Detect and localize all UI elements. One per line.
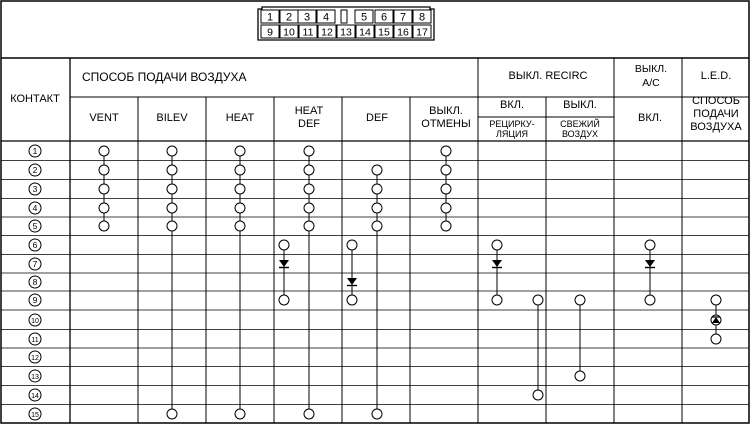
continuity-node bbox=[167, 184, 177, 194]
contact-number: 9 bbox=[32, 295, 38, 305]
continuity-node bbox=[279, 295, 289, 305]
diode-triangle bbox=[347, 278, 357, 285]
header-recirc-group: ВЫКЛ. RECIRC bbox=[508, 70, 588, 82]
column-header-label: СПОСОБ bbox=[692, 95, 740, 107]
connector-pin-label: 16 bbox=[397, 26, 409, 39]
continuity-node bbox=[167, 221, 177, 231]
contact-row-labels bbox=[29, 145, 41, 420]
continuity-node bbox=[372, 184, 382, 194]
continuity-node bbox=[235, 221, 245, 231]
contact-number: 3 bbox=[32, 184, 38, 194]
continuity-node bbox=[167, 165, 177, 175]
header-ac-group-line2: A/C bbox=[642, 77, 660, 89]
connector-pin-label: 10 bbox=[283, 26, 295, 39]
continuity-node bbox=[645, 240, 655, 250]
header-ac-group-line1: ВЫКЛ. bbox=[634, 63, 668, 75]
connector-pin-label: 3 bbox=[303, 11, 311, 24]
contact-number: 8 bbox=[32, 277, 38, 287]
column-header-label: ВКЛ. bbox=[499, 99, 525, 111]
diode-triangle bbox=[645, 260, 655, 267]
continuity-node bbox=[99, 221, 109, 231]
column-header-label: ОТМЕНЫ bbox=[421, 118, 471, 130]
continuity-node bbox=[492, 295, 502, 305]
continuity-node bbox=[304, 203, 314, 213]
column-header-label: VENT bbox=[89, 112, 119, 124]
continuity-node bbox=[235, 409, 245, 419]
connector-key-slot bbox=[341, 10, 347, 23]
connector-pin-label: 13 bbox=[340, 26, 352, 39]
contact-number: 2 bbox=[32, 165, 38, 175]
continuity-node bbox=[347, 240, 357, 250]
column-subheader-label: СВЕЖИЙ bbox=[560, 119, 600, 129]
header-mode-group: СПОСОБ ПОДАЧИ ВОЗДУХА bbox=[82, 70, 247, 84]
connector-pin-label: 1 bbox=[266, 11, 274, 24]
continuity-node bbox=[235, 165, 245, 175]
connector-pin-label: 6 bbox=[380, 11, 388, 24]
column-header-label: HEAT bbox=[294, 105, 324, 117]
diode-symbol bbox=[347, 278, 357, 286]
diode-symbol bbox=[279, 260, 289, 268]
continuity-node bbox=[441, 165, 451, 175]
diode-symbol bbox=[645, 260, 655, 268]
continuity-node bbox=[304, 409, 314, 419]
diode-symbol bbox=[492, 260, 502, 268]
column-header-label: ВОЗДУХА bbox=[690, 121, 742, 133]
contact-number: 10 bbox=[31, 318, 39, 325]
connector-pin-label: 8 bbox=[418, 11, 426, 24]
column-header-label: DEF bbox=[298, 118, 320, 130]
continuity-node bbox=[441, 203, 451, 213]
contact-number: 14 bbox=[31, 393, 39, 400]
continuity-node bbox=[372, 409, 382, 419]
column-subheader-label: ВОЗДУХ bbox=[561, 129, 599, 139]
continuity-node bbox=[711, 295, 721, 305]
continuity-node bbox=[441, 184, 451, 194]
continuity-node bbox=[235, 184, 245, 194]
continuity-node bbox=[347, 295, 357, 305]
continuity-node bbox=[99, 184, 109, 194]
contact-number: 6 bbox=[32, 240, 38, 250]
connector-pin-label: 9 bbox=[267, 26, 273, 39]
continuity-node bbox=[167, 203, 177, 213]
contact-number: 7 bbox=[32, 259, 38, 269]
continuity-node bbox=[645, 295, 655, 305]
continuity-node bbox=[533, 295, 543, 305]
continuity-node bbox=[99, 165, 109, 175]
connector-pin-label: 4 bbox=[322, 11, 330, 24]
header-led-group: L.E.D. bbox=[700, 70, 732, 82]
contact-number: 13 bbox=[31, 374, 39, 381]
diode-triangle bbox=[492, 260, 502, 267]
continuity-node bbox=[304, 146, 314, 156]
connector-pin-label: 7 bbox=[399, 11, 407, 24]
column-header-label: DEF bbox=[366, 112, 388, 124]
connector-pin-label: 5 bbox=[360, 11, 368, 24]
column-header-label: ВКЛ. bbox=[637, 112, 663, 124]
continuity-node bbox=[167, 146, 177, 156]
column-header-label: ВЫКЛ. bbox=[563, 99, 597, 111]
connector-pin-label: 11 bbox=[302, 26, 314, 39]
continuity-node bbox=[235, 203, 245, 213]
column-subheader-label: ЛЯЦИЯ bbox=[495, 129, 529, 139]
diode-triangle bbox=[279, 260, 289, 267]
continuity-node bbox=[533, 390, 543, 400]
column-header-label: HEAT bbox=[225, 112, 255, 124]
continuity-node bbox=[575, 371, 585, 381]
connector-pin-label: 17 bbox=[416, 26, 428, 39]
header-contact: КОНТАКТ bbox=[10, 93, 60, 105]
continuity-node bbox=[167, 409, 177, 419]
contact-number: 11 bbox=[31, 337, 39, 344]
continuity-node bbox=[372, 165, 382, 175]
continuity-node bbox=[99, 203, 109, 213]
continuity-node bbox=[372, 221, 382, 231]
continuity-node bbox=[441, 146, 451, 156]
column-header-label: ПОДАЧИ bbox=[693, 108, 739, 120]
column-header-label: ВЫКЛ. bbox=[429, 105, 463, 117]
connector-pin-label: 14 bbox=[359, 26, 371, 39]
column-header-label: BILEV bbox=[156, 112, 188, 124]
continuity-node bbox=[304, 221, 314, 231]
contact-number: 5 bbox=[32, 221, 38, 231]
continuity-node bbox=[279, 240, 289, 250]
continuity-node bbox=[575, 295, 585, 305]
continuity-node bbox=[441, 221, 451, 231]
continuity-node bbox=[304, 165, 314, 175]
contact-number: 12 bbox=[31, 355, 39, 362]
contact-number: 1 bbox=[32, 146, 38, 156]
column-subheader-label: РЕЦИРКУ- bbox=[489, 119, 535, 129]
continuity-node bbox=[304, 184, 314, 194]
connector-pin-label: 15 bbox=[378, 26, 390, 39]
continuity-node bbox=[492, 240, 502, 250]
continuity-node bbox=[99, 146, 109, 156]
connector-pin-label: 12 bbox=[321, 26, 333, 39]
diode-symbol bbox=[711, 315, 721, 325]
column-headers bbox=[89, 95, 742, 139]
contact-number: 4 bbox=[32, 203, 38, 213]
continuity-node bbox=[711, 334, 721, 344]
continuity-node bbox=[372, 203, 382, 213]
contact-number: 15 bbox=[31, 412, 39, 419]
connector-pin-label: 2 bbox=[285, 11, 293, 24]
connector-pinout bbox=[258, 7, 434, 40]
continuity-node bbox=[235, 146, 245, 156]
